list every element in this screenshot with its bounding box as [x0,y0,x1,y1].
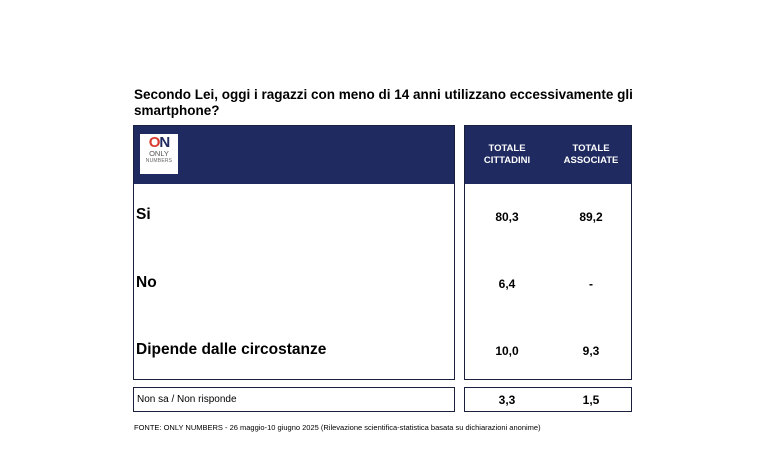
logo-on-text: ON [148,134,170,151]
non-sa-row-left [133,387,455,412]
cell-non-sa-cittadini: 3,3 [498,393,516,407]
row-label-non-sa: Non sa / Non risponde [137,394,237,405]
non-sa-row-right [464,387,632,412]
row-label-si: Si [136,206,151,223]
only-numbers-logo [140,134,178,174]
row-label-dipende: Dipende dalle circostanze [136,341,327,358]
table-left-panel [133,125,455,380]
column-header-cittadini: TOTALE CITTADINI [483,143,531,166]
table-right-panel [464,125,632,380]
logo-only-text: ONLY [149,149,169,158]
logo-numbers-text: NUMBERS [145,158,173,164]
header-bar [134,126,454,184]
question-title: Secondo Lei, oggi i ragazzi con meno di 14 anni utilizzano eccessivamente gli smartphone? [134,87,633,118]
row-label-no: No [136,274,157,291]
column-header-associate: TOTALE ASSOCIATE [563,143,619,166]
cell-si-associate: 89,2 [579,210,603,224]
cell-non-sa-associate: 1,5 [582,393,600,407]
header-bar-values [465,126,631,184]
cell-dipende-cittadini: 10,0 [495,344,519,358]
cell-no-cittadini: 6,4 [498,277,516,291]
cell-dipende-associate: 9,3 [582,344,600,358]
cell-no-associate: - [589,277,593,291]
source-note: FONTE: ONLY NUMBERS - 26 maggio-10 giugno 2025 (Rilevazione scientifica-statistica basata su dichiarazioni anonime) [134,423,541,432]
cell-si-cittadini: 80,3 [495,210,519,224]
